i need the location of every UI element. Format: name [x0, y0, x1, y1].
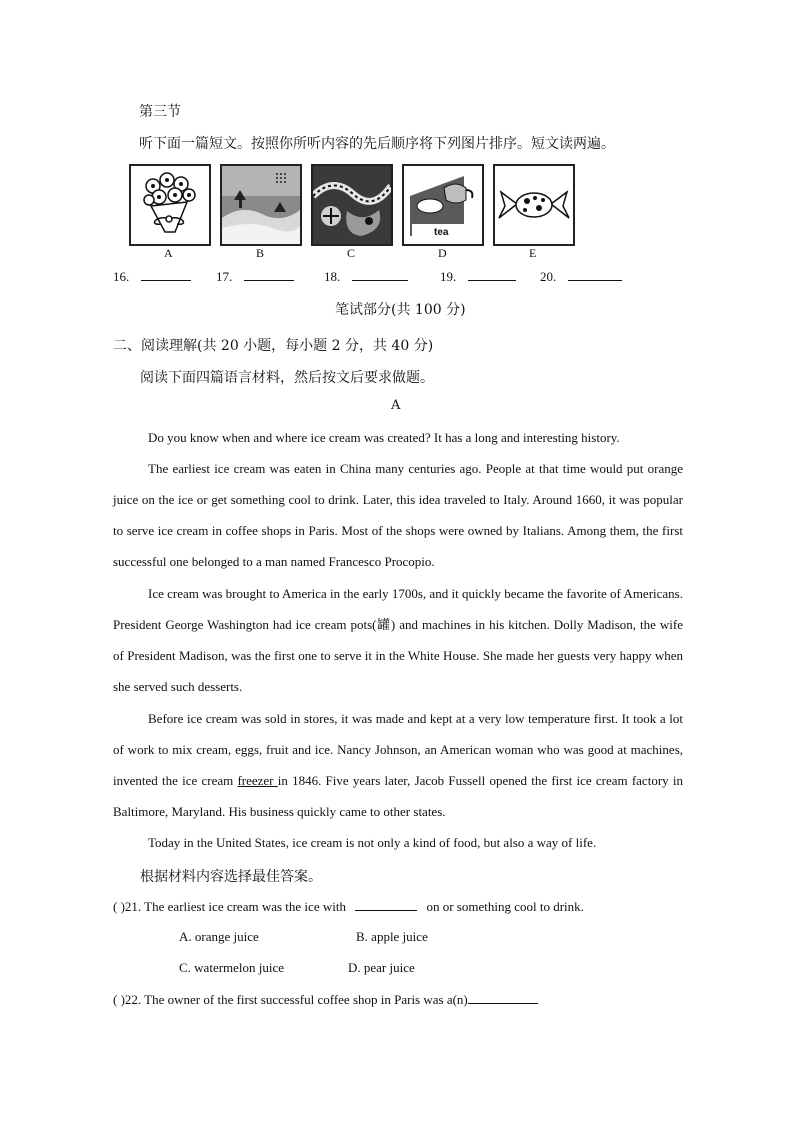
question-22: ( )22. The owner of the first successful coffee shop in Paris was a(n)	[113, 991, 538, 1008]
picture-a	[129, 164, 211, 246]
question-blank[interactable]	[468, 991, 538, 1004]
picture-label-a: A	[164, 246, 173, 260]
question-blank[interactable]	[355, 898, 417, 911]
written-part-title: 笔试部分(共 100 分)	[335, 302, 466, 318]
answer-16: 16.	[113, 268, 191, 285]
picture-label-b: B	[256, 246, 265, 260]
answer-18: 18.	[324, 268, 408, 285]
passage-paragraph-4: Before ice cream was sold in stores, it was made and kept at a very low temperature first. It took a lot of work to mix cream, eggs, fruit and ice. Nancy Johnson, an American woman who was good at machines, invented the ice cream freezer in 1846. Five years later, Jacob Fussell opened the first ice cream factory in Baltimore, Maryland. His business quickly came to other states.	[113, 711, 683, 819]
answer-blank[interactable]	[468, 268, 516, 281]
listening-instruction: 听下面一篇短文。按照你所听内容的先后顺序将下列图片排序。短文读两遍。	[139, 136, 615, 152]
answer-20: 20.	[540, 268, 622, 285]
answer-blank[interactable]	[352, 268, 408, 281]
answer-paren[interactable]: ( )	[113, 992, 125, 1007]
picture-label-c: C	[347, 246, 356, 260]
passage-paragraph-3: Ice cream was brought to America in the early 1700s, and it quickly became the favorite of Americans. President George Washington had ice cream pots(罐) and machines in his kitchen. Dolly Madison, the wife of President Madison, was the first one to serve it in the White House. She made her guests very happy when she served such desserts.	[113, 586, 683, 694]
answer-blank[interactable]	[244, 268, 294, 281]
picture-label-e: E	[529, 246, 537, 260]
option-d[interactable]: D. pear juice	[348, 960, 415, 975]
answer-blank[interactable]	[141, 268, 191, 281]
question-21: ( )21. The earliest ice cream was the ice with on or something cool to drink.	[113, 899, 584, 914]
part2-instruction: 阅读下面四篇语言材料，然后按文后要求做题。	[140, 370, 434, 386]
option-b[interactable]: B. apple juice	[356, 929, 428, 944]
passage-paragraph-2: The earliest ice cream was eaten in China many centuries ago. People at that time would put orange juice on the ice or get something cool to drink. Later, this idea traveled to Italy. Around 1660, it was popular to serve ice cream in coffee shops in Paris. Most of the shops were owned by Italians. Among them, the first successful one belonged to a man named Francesco Procopio.	[113, 461, 683, 569]
option-a[interactable]: A. orange juice	[179, 929, 259, 944]
picture-label-d: D	[438, 246, 447, 260]
answer-paren[interactable]: ( )	[113, 899, 125, 914]
choose-instruction: 根据材料内容选择最佳答案。	[140, 869, 322, 885]
underlined-word: freezer	[237, 773, 278, 788]
flower-bouquet-icon	[131, 166, 209, 244]
option-c[interactable]: C. watermelon juice	[179, 960, 285, 975]
picture-d	[402, 164, 484, 246]
passage-paragraph-5: Today in the United States, ice cream is not only a kind of food, but also a way of life.	[148, 835, 597, 850]
snow-landscape-icon	[222, 166, 300, 244]
passage-paragraph-1: Do you know when and where ice cream was created? It has a long and interesting history.	[148, 430, 620, 445]
picture-e	[493, 164, 575, 246]
candy-icon	[495, 166, 573, 244]
picture-c	[311, 164, 393, 246]
part2-heading: 二、阅读理解(共 20 小题，每小题 2 分，共 40 分)	[113, 338, 434, 354]
picture-b	[220, 164, 302, 246]
passage-label: A	[391, 398, 401, 413]
answer-19: 19.	[440, 268, 516, 285]
answer-17: 17.	[216, 268, 294, 285]
answer-blank[interactable]	[568, 268, 622, 281]
section-title: 第三节	[139, 104, 181, 120]
tea-caption: tea	[434, 227, 449, 238]
dragon-dance-icon	[313, 166, 391, 244]
